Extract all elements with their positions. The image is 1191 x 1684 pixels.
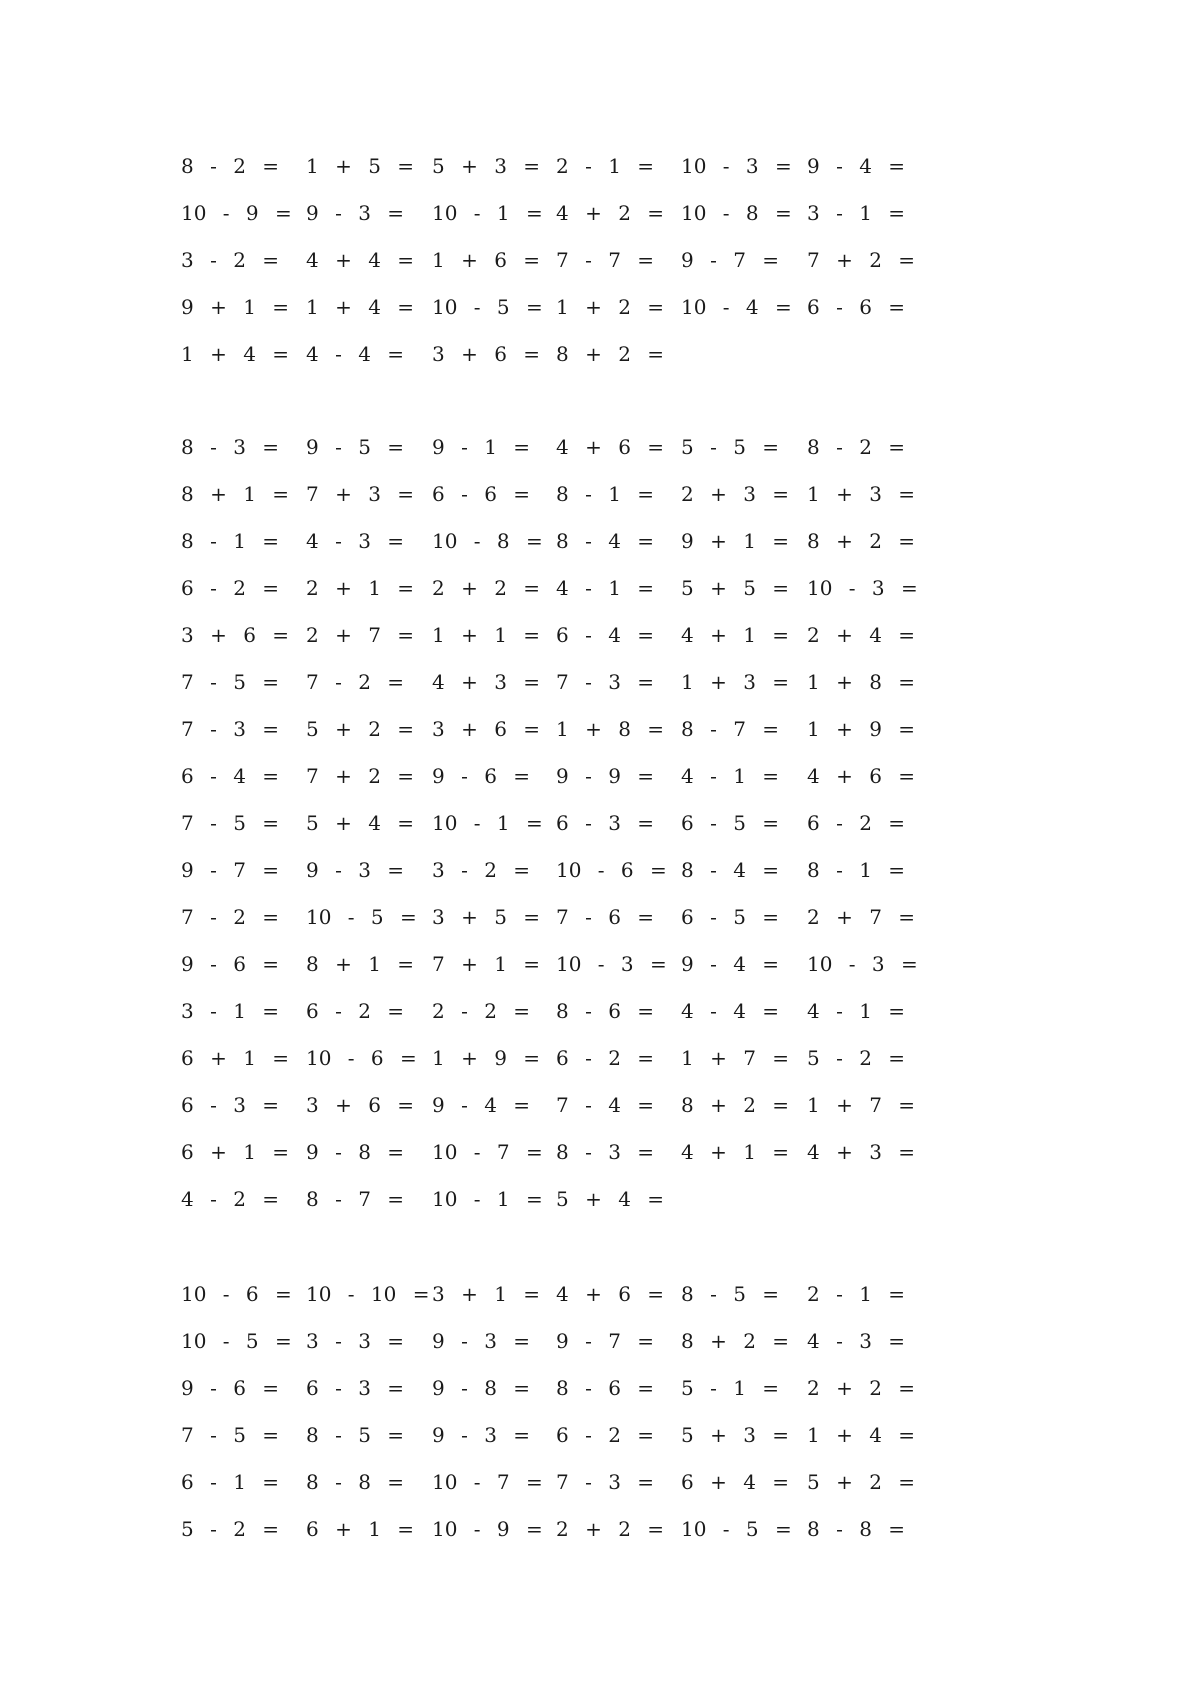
math-problem: 8 - 1 = xyxy=(181,529,280,553)
math-problem: 10 - 5 = xyxy=(306,905,417,929)
math-problem: 8 - 4 = xyxy=(681,858,780,882)
math-problem: 8 - 7 = xyxy=(306,1187,405,1211)
math-problem: 9 - 3 = xyxy=(432,1423,531,1447)
math-problem: 9 - 7 = xyxy=(681,248,780,272)
problem-row xyxy=(181,518,1001,565)
math-problem: 1 + 3 = xyxy=(681,670,790,694)
math-problem: 5 + 2 = xyxy=(306,717,415,741)
problem-row xyxy=(181,988,1001,1035)
problem-row xyxy=(181,1035,1001,1082)
problem-row xyxy=(181,706,1001,753)
math-problem: 8 + 2 = xyxy=(681,1329,790,1353)
math-problem: 10 - 5 = xyxy=(432,295,543,319)
math-problem: 10 - 9 = xyxy=(181,201,292,225)
math-problem: 10 - 6 = xyxy=(306,1046,417,1070)
math-problem: 7 - 7 = xyxy=(556,248,655,272)
math-problem: 6 - 3 = xyxy=(556,811,655,835)
math-problem: 5 + 3 = xyxy=(432,154,541,178)
math-problem: 10 - 8 = xyxy=(681,201,792,225)
math-problem: 9 - 3 = xyxy=(432,1329,531,1353)
math-problem: 9 - 6 = xyxy=(181,1376,280,1400)
problem-row xyxy=(181,1412,1001,1459)
problem-row xyxy=(181,1082,1001,1129)
math-problem: 4 + 1 = xyxy=(681,1140,790,1164)
math-problem: 10 - 1 = xyxy=(432,1187,543,1211)
math-problem: 2 - 1 = xyxy=(556,154,655,178)
math-problem: 6 - 4 = xyxy=(556,623,655,647)
math-problem: 7 - 5 = xyxy=(181,811,280,835)
math-problem: 8 - 8 = xyxy=(306,1470,405,1494)
math-problem: 1 + 1 = xyxy=(432,623,541,647)
math-problem: 2 + 2 = xyxy=(432,576,541,600)
math-problem: 10 - 7 = xyxy=(432,1140,543,1164)
math-problem: 1 + 8 = xyxy=(807,670,916,694)
problem-row xyxy=(181,1506,1001,1553)
math-problem: 6 + 1 = xyxy=(181,1140,290,1164)
problem-row xyxy=(181,237,1001,284)
math-problem: 4 - 1 = xyxy=(556,576,655,600)
math-problem: 9 - 4 = xyxy=(432,1093,531,1117)
math-problem: 3 + 6 = xyxy=(432,342,541,366)
math-problem: 1 + 3 = xyxy=(807,482,916,506)
math-problem: 10 - 7 = xyxy=(432,1470,543,1494)
problem-row xyxy=(181,331,1001,378)
problem-row xyxy=(181,800,1001,847)
math-problem: 4 - 2 = xyxy=(181,1187,280,1211)
math-problem: 9 - 4 = xyxy=(681,952,780,976)
math-problem: 8 - 8 = xyxy=(807,1517,906,1541)
problem-row xyxy=(181,471,1001,518)
problem-row xyxy=(181,1459,1001,1506)
math-problem: 5 - 1 = xyxy=(681,1376,780,1400)
math-problem: 4 - 3 = xyxy=(306,529,405,553)
math-problem: 1 + 2 = xyxy=(556,295,665,319)
math-problem: 10 - 9 = xyxy=(432,1517,543,1541)
math-problem: 10 - 8 = xyxy=(432,529,543,553)
math-problem: 5 + 3 = xyxy=(681,1423,790,1447)
math-problem: 10 - 1 = xyxy=(432,811,543,835)
math-problem: 9 - 1 = xyxy=(432,435,531,459)
math-problem: 7 + 3 = xyxy=(306,482,415,506)
math-problem: 1 + 7 = xyxy=(807,1093,916,1117)
math-problem: 6 - 2 = xyxy=(306,999,405,1023)
math-problem: 9 - 7 = xyxy=(556,1329,655,1353)
math-problem: 2 + 4 = xyxy=(807,623,916,647)
math-problem: 4 + 3 = xyxy=(807,1140,916,1164)
math-problem: 1 + 4 = xyxy=(306,295,415,319)
math-problem: 2 + 3 = xyxy=(681,482,790,506)
problem-row xyxy=(181,1318,1001,1365)
math-problem: 4 + 6 = xyxy=(556,1282,665,1306)
math-problem: 4 - 4 = xyxy=(306,342,405,366)
math-problem: 8 + 1 = xyxy=(306,952,415,976)
math-problem: 9 - 5 = xyxy=(306,435,405,459)
math-problem: 4 + 4 = xyxy=(306,248,415,272)
problem-section-1 xyxy=(181,143,1001,378)
math-problem: 8 - 1 = xyxy=(807,858,906,882)
math-problem: 4 - 3 = xyxy=(807,1329,906,1353)
problem-row xyxy=(181,847,1001,894)
math-problem: 8 - 3 = xyxy=(181,435,280,459)
math-problem: 9 - 7 = xyxy=(181,858,280,882)
math-problem: 6 - 2 = xyxy=(556,1046,655,1070)
math-problem: 2 + 7 = xyxy=(306,623,415,647)
math-problem: 7 + 2 = xyxy=(807,248,916,272)
math-problem: 8 + 2 = xyxy=(681,1093,790,1117)
math-problem: 7 - 3 = xyxy=(181,717,280,741)
math-problem: 8 - 7 = xyxy=(681,717,780,741)
math-problem: 6 + 1 = xyxy=(306,1517,415,1541)
math-problem: 4 - 1 = xyxy=(681,764,780,788)
math-problem: 9 + 1 = xyxy=(181,295,290,319)
math-problem: 10 - 5 = xyxy=(681,1517,792,1541)
math-problem: 1 + 9 = xyxy=(807,717,916,741)
math-problem: 6 - 2 = xyxy=(556,1423,655,1447)
math-problem: 3 - 2 = xyxy=(432,858,531,882)
math-problem: 4 + 6 = xyxy=(556,435,665,459)
math-problem: 6 - 6 = xyxy=(432,482,531,506)
problem-row xyxy=(181,894,1001,941)
math-problem: 5 + 2 = xyxy=(807,1470,916,1494)
math-problem: 10 - 10 = xyxy=(306,1282,430,1306)
math-problem: 1 + 4 = xyxy=(807,1423,916,1447)
math-problem: 6 - 3 = xyxy=(306,1376,405,1400)
math-problem: 9 - 6 = xyxy=(181,952,280,976)
problem-row xyxy=(181,143,1001,190)
math-problem: 10 - 6 = xyxy=(181,1282,292,1306)
math-problem: 7 + 2 = xyxy=(306,764,415,788)
math-problem: 1 + 6 = xyxy=(432,248,541,272)
math-problem: 8 - 3 = xyxy=(556,1140,655,1164)
math-problem: 3 - 1 = xyxy=(181,999,280,1023)
math-problem: 5 + 4 = xyxy=(556,1187,665,1211)
math-problem: 3 + 6 = xyxy=(306,1093,415,1117)
problem-row xyxy=(181,1365,1001,1412)
math-problem: 9 - 8 = xyxy=(432,1376,531,1400)
math-problem: 8 - 1 = xyxy=(556,482,655,506)
problem-row xyxy=(181,941,1001,988)
math-problem: 6 - 4 = xyxy=(181,764,280,788)
math-problem: 6 + 4 = xyxy=(681,1470,790,1494)
math-problem: 7 - 4 = xyxy=(556,1093,655,1117)
math-problem: 6 - 2 = xyxy=(181,576,280,600)
math-problem: 8 - 2 = xyxy=(181,154,280,178)
math-problem: 1 + 8 = xyxy=(556,717,665,741)
math-problem: 7 + 1 = xyxy=(432,952,541,976)
math-problem: 6 + 1 = xyxy=(181,1046,290,1070)
math-problem: 6 - 6 = xyxy=(807,295,906,319)
math-problem: 10 - 3 = xyxy=(681,154,792,178)
math-problem: 9 - 3 = xyxy=(306,201,405,225)
math-problem: 2 + 1 = xyxy=(306,576,415,600)
math-problem: 8 + 2 = xyxy=(556,342,665,366)
math-problem: 6 - 1 = xyxy=(181,1470,280,1494)
math-problem: 6 - 2 = xyxy=(807,811,906,835)
math-problem: 3 - 1 = xyxy=(807,201,906,225)
math-problem: 8 - 6 = xyxy=(556,999,655,1023)
math-problem: 10 - 5 = xyxy=(181,1329,292,1353)
math-problem: 10 - 4 = xyxy=(681,295,792,319)
math-problem: 9 - 3 = xyxy=(306,858,405,882)
math-problem: 10 - 3 = xyxy=(807,952,918,976)
math-problem: 9 + 1 = xyxy=(681,529,790,553)
math-problem: 5 - 5 = xyxy=(681,435,780,459)
math-problem: 7 - 5 = xyxy=(181,670,280,694)
math-problem: 2 + 7 = xyxy=(807,905,916,929)
math-problem: 5 + 4 = xyxy=(306,811,415,835)
math-problem: 4 - 1 = xyxy=(807,999,906,1023)
math-problem: 3 - 2 = xyxy=(181,248,280,272)
problem-row xyxy=(181,1176,1001,1223)
math-problem: 3 - 3 = xyxy=(306,1329,405,1353)
math-problem: 4 + 1 = xyxy=(681,623,790,647)
math-problem: 3 + 6 = xyxy=(432,717,541,741)
math-problem: 8 - 5 = xyxy=(681,1282,780,1306)
math-problem: 9 - 8 = xyxy=(306,1140,405,1164)
problem-row xyxy=(181,753,1001,800)
math-problem: 1 + 5 = xyxy=(306,154,415,178)
math-problem: 10 - 3 = xyxy=(556,952,667,976)
math-problem: 10 - 3 = xyxy=(807,576,918,600)
math-problem: 1 + 7 = xyxy=(681,1046,790,1070)
problem-section-2 xyxy=(181,424,1001,1223)
math-problem: 2 + 2 = xyxy=(807,1376,916,1400)
math-problem: 9 - 4 = xyxy=(807,154,906,178)
problem-row xyxy=(181,1271,1001,1318)
math-problem: 5 - 2 = xyxy=(807,1046,906,1070)
math-problem: 4 + 6 = xyxy=(807,764,916,788)
math-problem: 7 - 5 = xyxy=(181,1423,280,1447)
math-problem: 4 - 4 = xyxy=(681,999,780,1023)
problem-row xyxy=(181,659,1001,706)
math-problem: 3 + 6 = xyxy=(181,623,290,647)
math-problem: 7 - 3 = xyxy=(556,1470,655,1494)
math-problem: 6 - 5 = xyxy=(681,905,780,929)
math-problem: 1 + 4 = xyxy=(181,342,290,366)
problem-section-3 xyxy=(181,1271,1001,1553)
math-problem: 6 - 3 = xyxy=(181,1093,280,1117)
math-problem: 9 - 6 = xyxy=(432,764,531,788)
problem-row xyxy=(181,1129,1001,1176)
math-problem: 8 - 4 = xyxy=(556,529,655,553)
problem-row xyxy=(181,565,1001,612)
math-problem: 9 - 9 = xyxy=(556,764,655,788)
math-problem: 5 - 2 = xyxy=(181,1517,280,1541)
math-problem: 6 - 5 = xyxy=(681,811,780,835)
math-problem: 8 - 2 = xyxy=(807,435,906,459)
math-problem: 8 - 5 = xyxy=(306,1423,405,1447)
math-problem: 2 - 2 = xyxy=(432,999,531,1023)
math-problem: 3 + 5 = xyxy=(432,905,541,929)
math-problem: 4 + 3 = xyxy=(432,670,541,694)
math-problem: 1 + 9 = xyxy=(432,1046,541,1070)
math-problem: 10 - 1 = xyxy=(432,201,543,225)
math-problem: 7 - 3 = xyxy=(556,670,655,694)
math-problem: 5 + 5 = xyxy=(681,576,790,600)
math-problem: 4 + 2 = xyxy=(556,201,665,225)
math-problem: 10 - 6 = xyxy=(556,858,667,882)
math-problem: 7 - 2 = xyxy=(306,670,405,694)
math-problem: 7 - 6 = xyxy=(556,905,655,929)
problem-row xyxy=(181,424,1001,471)
problem-row xyxy=(181,190,1001,237)
math-problem: 8 - 6 = xyxy=(556,1376,655,1400)
math-problem: 7 - 2 = xyxy=(181,905,280,929)
math-problem: 3 + 1 = xyxy=(432,1282,541,1306)
math-problem: 8 + 2 = xyxy=(807,529,916,553)
math-problem: 2 - 1 = xyxy=(807,1282,906,1306)
problem-row xyxy=(181,612,1001,659)
math-problem: 8 + 1 = xyxy=(181,482,290,506)
math-problem: 2 + 2 = xyxy=(556,1517,665,1541)
problem-row xyxy=(181,284,1001,331)
